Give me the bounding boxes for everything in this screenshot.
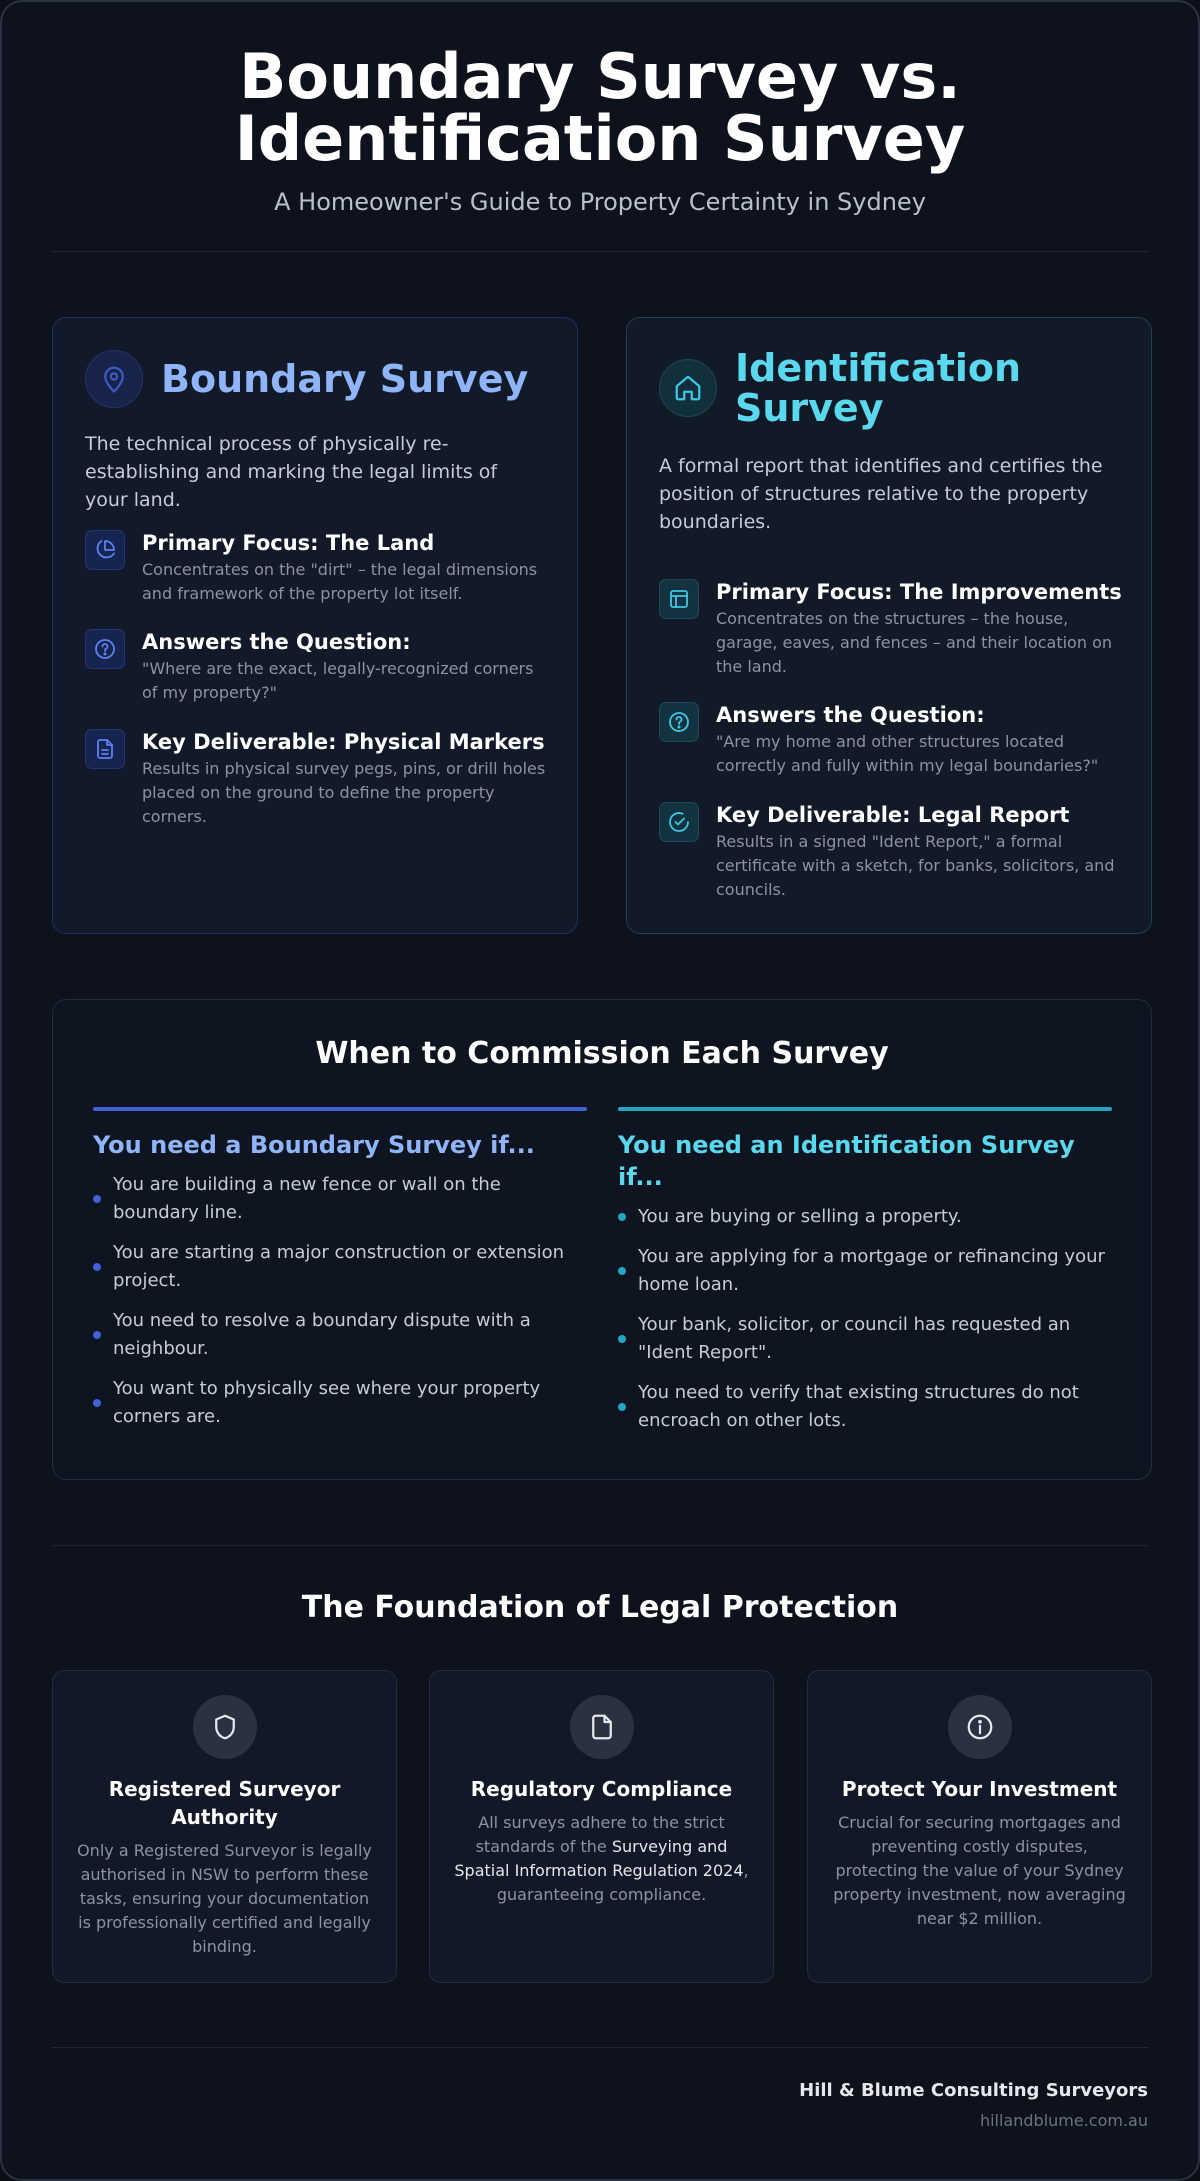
feature-title: Key Deliverable: Legal Report <box>716 803 1070 827</box>
foundation-card-title: Regulatory Compliance <box>470 1777 733 1801</box>
boundary-needs-title: You need a Boundary Survey if... <box>93 1131 535 1159</box>
foundation-card-description <box>452 1811 751 1907</box>
foundation-card-description: Crucial for securing mortgages and preventing costly disputes, protecting the value of your Sydney property investment, now averaging near $2 million. <box>833 1813 1126 1928</box>
boundary-feature-question <box>85 629 549 705</box>
boundary-needs-column <box>93 1107 587 1443</box>
boundary-card-header <box>85 350 557 408</box>
ident-title-line-2: Survey <box>735 386 884 430</box>
shield-icon <box>193 1695 257 1759</box>
title-line-1: Boundary Survey vs. <box>239 40 961 113</box>
feature-title: Primary Focus: The Land <box>142 531 435 555</box>
surveyor-authority-card <box>52 1670 397 1983</box>
protect-investment-card <box>807 1670 1152 1983</box>
foundation-card-title: Protect Your Investment <box>841 1777 1118 1801</box>
section-divider <box>52 1545 1148 1546</box>
ident-needs-title: You need an Identification Survey if... <box>618 1131 1075 1191</box>
boundary-survey-card <box>52 317 578 934</box>
ident-card-description: A formal report that identifies and certifies the position of structures relative to the property boundaries. <box>659 455 1103 533</box>
foundation-card-description: Only a Registered Surveyor is legally authorised in NSW to perform these tasks, ensuring your documentation is professionally certified and legally binding. <box>77 1841 372 1956</box>
list-item: You want to physically see where your property corners are. <box>93 1375 587 1431</box>
boundary-card-title: Boundary Survey <box>161 357 529 401</box>
feature-description: Concentrates on the "dirt" – the legal dimensions and framework of the property lot itself. <box>142 560 538 603</box>
ident-card-title <box>735 348 1021 428</box>
list-item: You are buying or selling a property. <box>618 1203 1112 1231</box>
feature-description: Results in a signed "Ident Report," a formal certificate with a sketch, for banks, solicitors, and councils. <box>716 832 1115 899</box>
file-icon <box>570 1695 634 1759</box>
feature-description: "Where are the exact, legally-recognized corners of my property?" <box>142 659 534 702</box>
when-to-commission-section <box>52 999 1152 1480</box>
identification-survey-card <box>626 317 1152 934</box>
list-item: You need to verify that existing structures do not encroach on other lots. <box>618 1379 1112 1435</box>
feature-title: Answers the Question: <box>716 703 985 727</box>
pie-chart-icon <box>85 530 125 570</box>
foundation-card-title: Registered Surveyor Authority <box>108 1777 341 1829</box>
description-text: All surveys adhere to the strict standards of the <box>475 1813 725 1856</box>
list-item: Your bank, solicitor, or council has requested an "Ident Report". <box>618 1311 1112 1367</box>
question-circle-icon <box>659 702 699 742</box>
ident-feature-focus <box>659 579 1123 679</box>
question-circle-icon <box>85 629 125 669</box>
map-pin-icon <box>85 350 143 408</box>
boundary-needs-list <box>93 1171 587 1431</box>
boundary-card-description: The technical process of physically re-establishing and marking the legal limits of your land. <box>85 433 498 511</box>
boundary-accent-bar <box>93 1107 587 1111</box>
regulation-name: Surveying and Spatial Information Regulation 2024 <box>454 1837 744 1880</box>
regulatory-compliance-card <box>429 1670 774 1983</box>
layout-icon <box>659 579 699 619</box>
document-icon <box>85 729 125 769</box>
when-section-title: When to Commission Each Survey <box>315 1036 889 1071</box>
list-item: You are applying for a mortgage or refinancing your home loan. <box>618 1243 1112 1299</box>
website-link[interactable]: hillandblume.com.au <box>979 2111 1148 2130</box>
ident-card-header <box>659 348 1131 428</box>
feature-description: "Are my home and other structures located correctly and fully within my legal boundaries?" <box>716 732 1099 775</box>
ident-title-line-1: Identification <box>735 346 1022 390</box>
header <box>2 2 1198 216</box>
ident-needs-list <box>618 1203 1112 1435</box>
info-circle-icon <box>948 1695 1012 1759</box>
list-item: You are starting a major construction or extension project. <box>93 1239 587 1295</box>
list-item: You need to resolve a boundary dispute with a neighbour. <box>93 1307 587 1363</box>
footer <box>799 2080 1148 2130</box>
footer-divider <box>52 2047 1148 2048</box>
boundary-feature-deliverable <box>85 729 549 829</box>
foundation-section-title: The Foundation of Legal Protection <box>301 1590 899 1625</box>
feature-description: Results in physical survey pegs, pins, or drill holes placed on the ground to define the property corners. <box>142 759 546 826</box>
list-item: You are building a new fence or wall on the boundary line. <box>93 1171 587 1227</box>
page-subtitle: A Homeowner's Guide to Property Certainty in Sydney <box>274 188 926 216</box>
ident-needs-column <box>618 1107 1112 1447</box>
feature-description: Concentrates on the structures – the house, garage, eaves, and fences – and their location on the land. <box>716 609 1112 676</box>
ident-feature-question <box>659 702 1123 778</box>
feature-title: Primary Focus: The Improvements <box>716 580 1122 604</box>
boundary-feature-focus <box>85 530 549 606</box>
check-circle-icon <box>659 802 699 842</box>
ident-feature-deliverable <box>659 802 1123 902</box>
description-text: , guaranteeing compliance. <box>496 1861 749 1904</box>
feature-title: Key Deliverable: Physical Markers <box>142 730 545 754</box>
ident-accent-bar <box>618 1107 1112 1111</box>
feature-title: Answers the Question: <box>142 630 411 654</box>
header-divider <box>52 251 1148 252</box>
page-title <box>2 40 1198 175</box>
title-line-2: Identification Survey <box>234 102 966 175</box>
company-name: Hill & Blume Consulting Surveyors <box>799 2080 1148 2101</box>
house-icon <box>659 359 717 417</box>
